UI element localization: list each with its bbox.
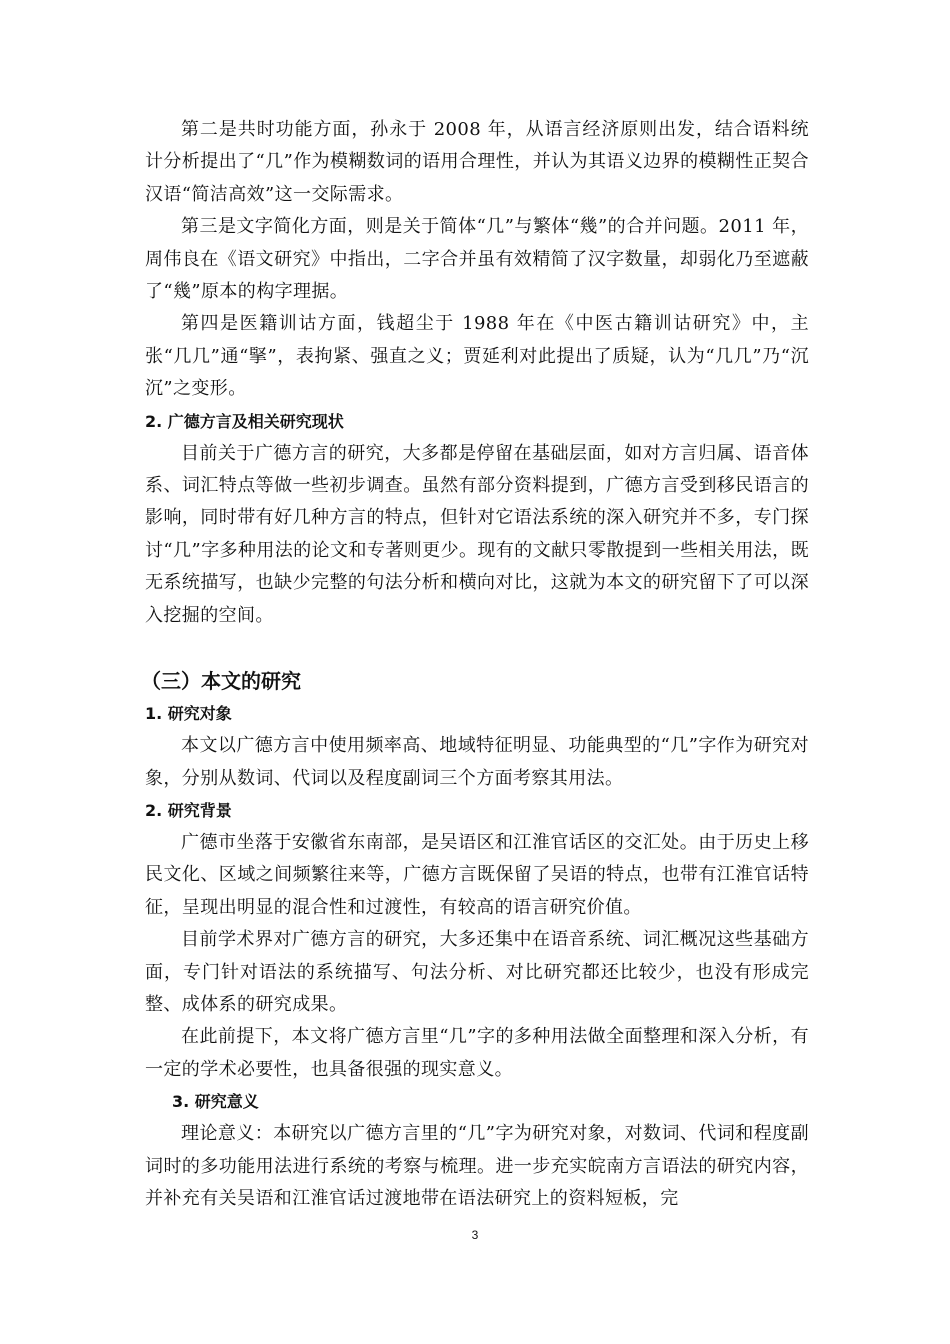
paragraph-research-object: 本文以广德方言中使用频率高、地域特征明显、功能典型的“几”字作为研究对象，分别从数词、代词以及程度副词三个方面考察其用法。: [145, 735, 809, 789]
paragraph-background-premise: 在此前提下，本文将广德方言里“几”字的多种用法做全面整理和深入分析，有一定的学术必要性，也具备很强的现实意义。: [145, 1026, 809, 1080]
heading-guangde-research-status: 2. 广德方言及相关研究现状: [145, 411, 344, 431]
heading-research-background: 2. 研究背景: [145, 800, 232, 820]
paragraph-synchronic-function: 第二是共时功能方面，孙永于 2008 年，从语言经济原则出发，结合语料统计分析提出了“几”作为模糊数词的语用合理性，并认为其语义边界的模糊性正契合汉语“简洁高效”这一交际需求。: [145, 119, 809, 205]
paragraph-character-simplification: 第三是文字简化方面，则是关于简体“几”与繁体“幾”的合并问题。2011 年，周伟良在《语文研究》中指出，二字合并虽有效精简了汉字数量，却弱化乃至遮蔽了“幾”原本的构字理据。: [145, 216, 809, 303]
paragraph-background-location: 广德市坐落于安徽省东南部，是吴语区和江淮官话区的交汇处。由于历史上移民文化、区域之间频繁往来等，广德方言既保留了吴语的特点，也带有江淮官话特征，呈现出明显的混合性和过渡性，有较高的语言研究价值。: [145, 831, 809, 918]
paragraph-medical-exegesis: 第四是医籍训诂方面，钱超尘于 1988 年在《中医古籍训诂研究》中，主张“几几”通“掔”，表拘紧、强直之义；贾延利对此提出了质疑，认为“几几”乃“沉沉”之变形。: [145, 313, 809, 400]
heading-research-object: 1. 研究对象: [145, 704, 232, 724]
document-page: [141, 114, 809, 1215]
paragraph-background-academia: 目前学术界对广德方言的研究，大多还集中在语音系统、词汇概况这些基础方面，专门针对语法的系统描写、句法分析、对比研究都还比较少，也没有形成完整、成体系的研究成果。: [145, 929, 809, 1015]
heading-research-significance: 3. 研究意义: [172, 1092, 259, 1112]
paragraph-research-status: 目前关于广德方言的研究，大多都是停留在基础层面，如对方言归属、语音体系、词汇特点等做一些初步调查。虽然有部分资料提到，广德方言受到移民语言的影响，同时带有好几种方言的特点，但针对它语法系统的深入研究并不多，专门探讨“几”字多种用法的论文和专著则更少。现有的文献只零散提到一些相关用法，既无系统描写，也缺少完整的句法分析和横向对比，这就为本文的研究留下了可以深入挖掘的空间。: [145, 442, 809, 626]
paragraph-theoretical-significance: 理论意义：本研究以广德方言里的“几”字为研究对象，对数词、代词和程度副词时的多功能用法进行系统的考察与梳理。进一步充实皖南方言语法的研究内容，并补充有关吴语和江淮官话过渡地带在语法研究上的资料短板，完: [145, 1123, 809, 1209]
page-number: 3: [471, 1228, 479, 1242]
heading-this-study: （三）本文的研究: [141, 669, 301, 694]
